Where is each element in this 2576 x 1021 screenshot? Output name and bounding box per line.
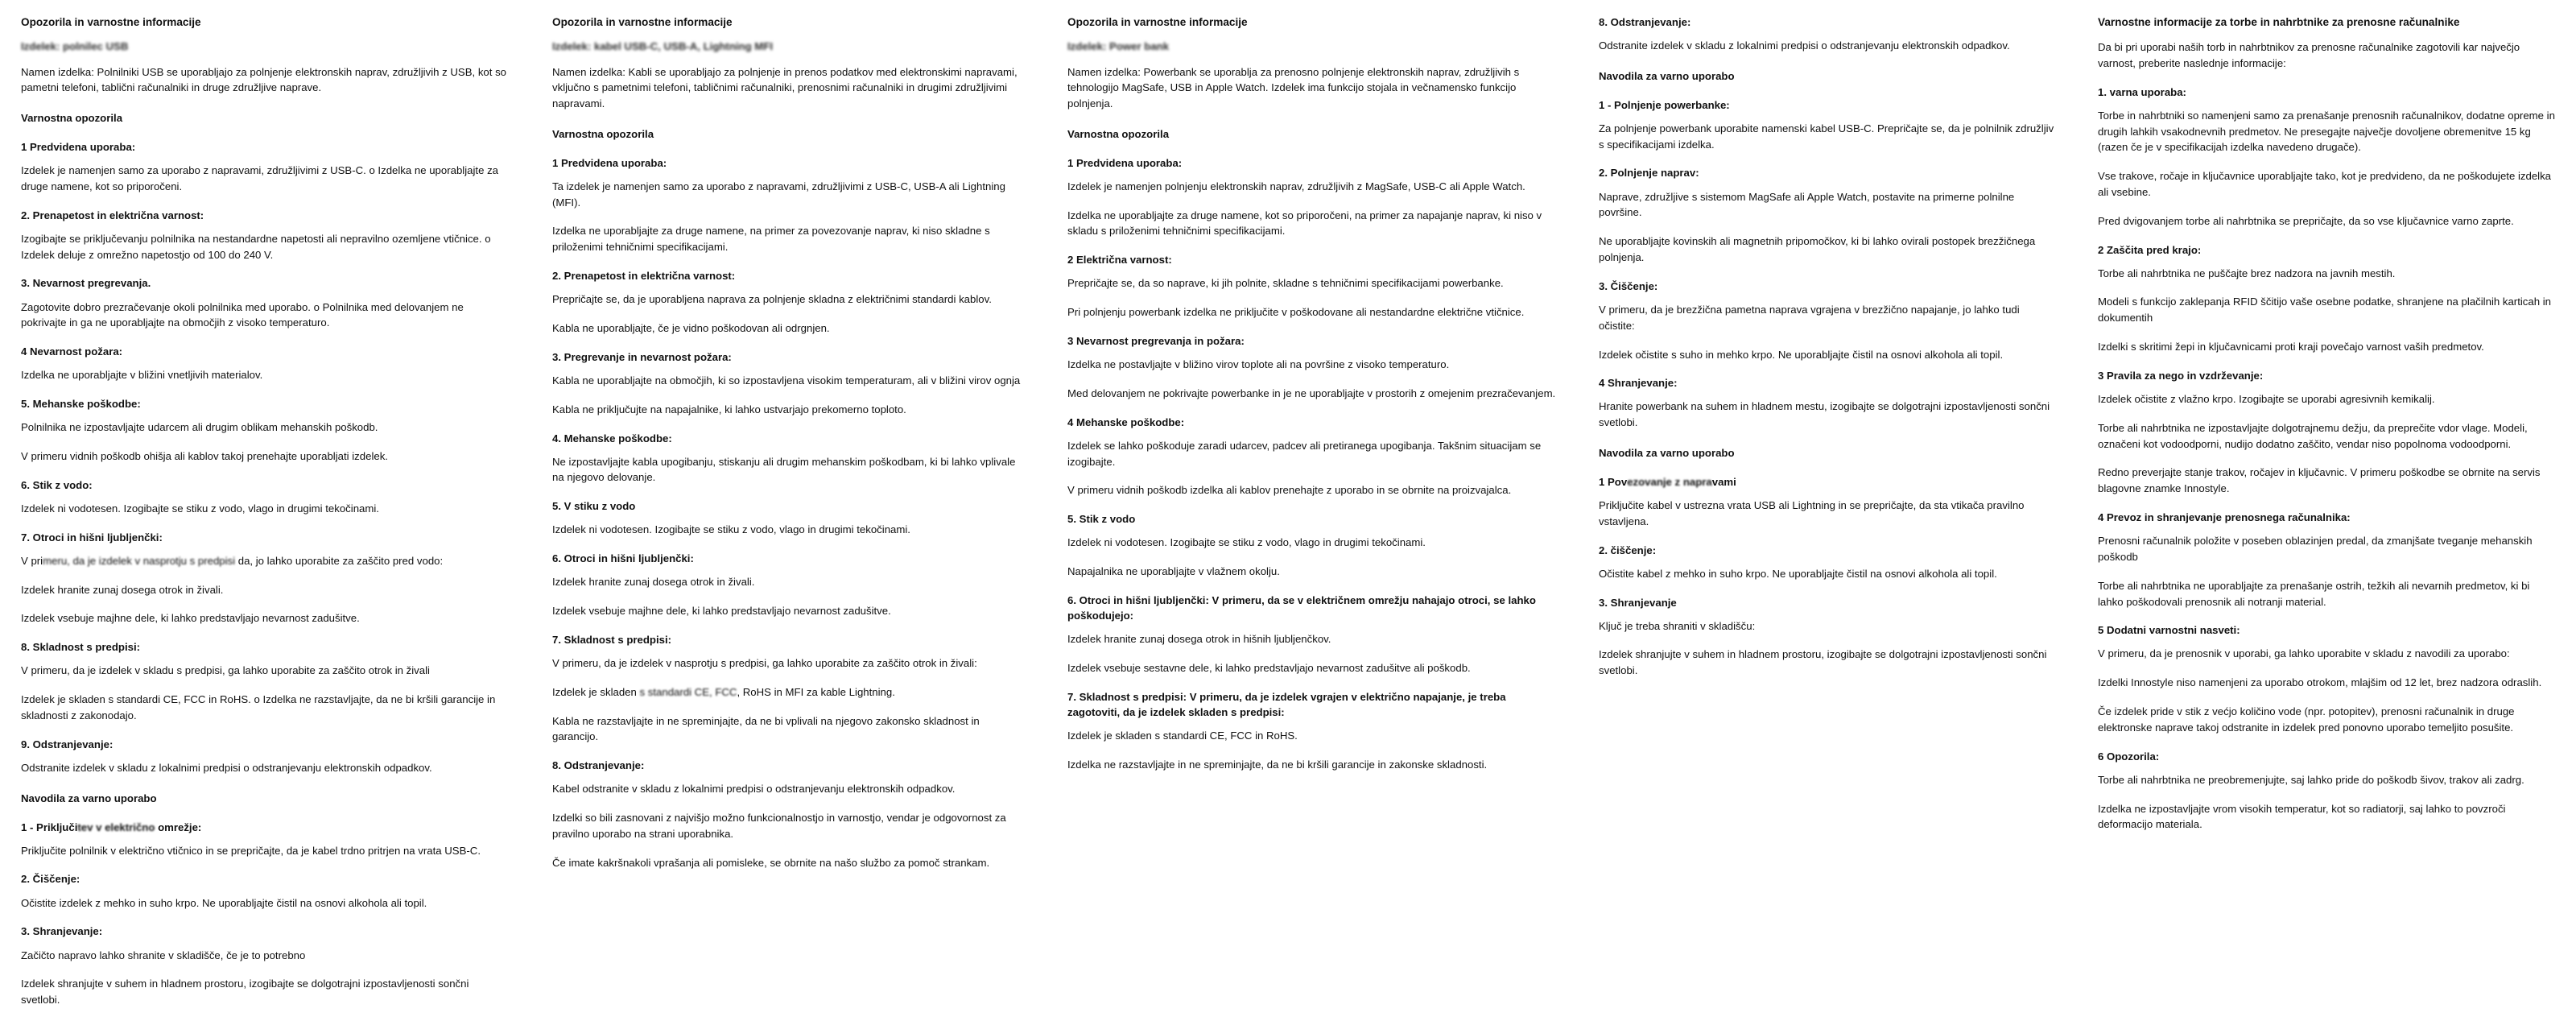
item-heading: 6 Opozorila: [2098, 750, 2160, 763]
item-heading: 2 Električna varnost: [1067, 254, 1172, 267]
paragraph: Kabla ne priključujte na napajalnike, ki lahko ustvarjajo prekomerno toploto. [552, 403, 906, 415]
text-before: Izdelek je skladen [552, 685, 637, 698]
product-subtitle-text: Izdelek: kabel USB-C, USB-A, Lightning MFI [552, 40, 774, 53]
paragraph: Prepričajte se, da so naprave, ki jih polnite, skladne s tehničnimi specifikacijami powerbanke. [1067, 277, 1504, 290]
paragraph: Torbe in nahrbtniki so namenjeni samo za prenašanje prenosnih računalnikov, dodatne opreme in drugih lahkih vsakodnevnih predmetov. Ne presegajte največje dovoljene obremenitve 15 kg (razen če je v specifikacijah izdelka navedeno drugače). [2098, 109, 2555, 154]
paragraph-mixed [21, 553, 510, 569]
section-heading: Varnostna opozorila [552, 127, 654, 140]
paragraph: Izdelka ne izpostavljajte vrom visokih temperatur, kot so radiatorji, saj lahko to povzroči deformacijo materiala. [2098, 802, 2506, 831]
item-heading-mixed [1599, 474, 2056, 490]
paragraph: V primeru, da je prenosnik v uporabi, ga lahko uporabite v skladu z navodili za uporabo: [2098, 647, 2510, 660]
paragraph: Modeli s funkcijo zaklepanja RFID ščitijo vaše osebne podatke, shranjene na plačilnih karticah in dokumentih [2098, 296, 2551, 324]
paragraph: Izdelka ne razstavljajte in ne spreminjajte, da ne bi kršili garancije in zakonske skladnosti. [1067, 758, 1488, 771]
item-heading: 5. V stiku z vodo [552, 500, 636, 513]
item-heading: 4. Mehanske poškodbe: [552, 432, 672, 444]
product-subtitle [1067, 39, 1557, 54]
paragraph: Pred dvigovanjem torbe ali nahrbtnika se prepričajte, da so vse ključavnice varno zaprte. [2098, 214, 2514, 227]
item-heading: 7. Skladnost s predpisi: V primeru, da je izdelek vgrajen v električno napajanje, je treba zagotoviti, da je izdelek skladen s predpisi: [1067, 690, 1506, 718]
paragraph: Izdelek vsebuje majhne dele, ki lahko predstavljajo nevarnost zadušitve. [552, 605, 891, 618]
item-heading: 2. Prenapetost in električna varnost: [21, 209, 204, 221]
item-heading: 4 Nevarnost požara: [21, 345, 123, 358]
item-heading: 2. Prenapetost in električna varnost: [552, 270, 736, 283]
item-heading: 2. čiščenje: [1599, 544, 1657, 556]
paragraph: V primeru vidnih poškodb ohišja ali kablov takoj prenehajte uporabljati izdelek. [21, 449, 388, 462]
paragraph: Izdelka ne uporabljajte za druge namene, kot so priporočeni, na primer za napajanje naprav, ki niso v skladu s priloženimi tehničnimi specifikacijami. [1067, 209, 1542, 238]
item-heading: 5. Stik z vodo [1067, 513, 1136, 526]
paragraph: Izdelki so bili zasnovani z najvišjo možno funkcionalnostjo in varnostjo, vendar je odgovornost za pravilno uporabo na strani uporabnika. [552, 812, 1006, 840]
document-column-2 [531, 14, 1046, 884]
item-heading: 2. Polnjenje naprav: [1599, 167, 1699, 180]
paragraph: Izdelek ni vodotesen. Izogibajte se stiku z vodo, vlago in drugimi tekočinami. [552, 523, 910, 536]
product-subtitle [552, 39, 1026, 54]
item-heading: 1 Predvidena uporaba: [21, 140, 136, 153]
paragraph: Priključite polnilnik v električno vtičnico in se prepričajte, da je kabel trdno pritrjen na vrata USB-C. [21, 844, 481, 857]
paragraph: Prenosni računalnik položite v poseben oblazinjen predal, da zmanjšate tveganje mehanskih poškodb [2098, 535, 2533, 563]
paragraph: Izdelek je namenjen samo za uporabo z napravami, združljivimi z USB-C. o Izdelka ne uporabljajte za druge namene, kot so priporočeni. [21, 164, 498, 192]
paragraph: Vse trakove, ročaje in ključavnice uporabljajte tako, kot je predvideno, da ne poškodujete izdelka ali vsebine. [2098, 170, 2552, 198]
paragraph: Napajalnika ne uporabljajte v vlažnem okolju. [1067, 565, 1280, 578]
paragraph: Izdelek hranite zunaj dosega otrok in živali. [21, 583, 224, 596]
paragraph: Ne izpostavljajte kabla upogibanju, stiskanju ali drugim mehanskim poškodbam, ki bi lahko vplivale na njegovo delovanje. [552, 455, 1016, 484]
paragraph: Izdelek očistite s suho in mehko krpo. Ne uporabljajte čistil na osnovi alkohola ali topil. [1599, 348, 2004, 361]
paragraph: Za polnjenje powerbank uporabite namenski kabel USB-C. Prepričajte se, da je polnilnik združljiv s specifikacijami izdelka. [1599, 122, 2054, 151]
paragraph-mixed [552, 684, 1026, 701]
paragraph: V primeru, da je brezžična pametna naprava vgrajena v brezžično napajanje, jo lahko tudi očistite: [1599, 303, 2020, 332]
paragraph: Prepričajte se, da je uporabljena naprava za polnjenje skladna z električnimi standardi kablov. [552, 293, 992, 306]
paragraph: V primeru, da je izdelek v nasprotju s predpisi, ga lahko uporabite za zaščito otrok in živali: [552, 657, 977, 670]
product-subtitle-text: Izdelek: Power bank [1067, 40, 1170, 53]
item-heading: 3. Nevarnost pregrevanja. [21, 277, 151, 290]
item-heading: 1 - Polnjenje powerbanke: [1599, 98, 1730, 111]
item-heading: 3. Čiščenje: [1599, 279, 1658, 292]
item-heading: 6. Otroci in hišni ljubljenčki: V primeru, da se v električnem omrežju nahajajo otroci, se lahko poškodujejo: [1067, 593, 1536, 622]
paragraph: Ključ je treba shraniti v skladišču: [1599, 619, 1756, 632]
text-after: vami [1711, 475, 1736, 488]
document-column-5 [2077, 14, 2576, 845]
paragraph: Očistite izdelek z mehko in suho krpo. Ne uporabljajte čistil na osnovi alkohola ali topil. [21, 896, 427, 909]
item-heading: 1 Predvidena uporaba: [552, 156, 667, 169]
item-heading: 7. Skladnost s predpisi: [552, 633, 672, 646]
paragraph: Če imate kakršnakoli vprašanja ali pomislekе, se obrnite na našo službo za pomoč strankam. [552, 856, 990, 869]
paragraph: Namen izdelka: Kabli se uporabljajo za polnjenje in prenos podatkov med elektronskimi napravami, vključno s pametnimi telefoni, tabličnimi računalniki, prenosnimi računalniki in drugimi združljivimi napravami. [552, 65, 1018, 110]
section-heading: Varnostna opozorila [1067, 127, 1170, 140]
item-heading: 8. Skladnost s predpisi: [21, 641, 141, 654]
paragraph: Izdelek vsebuje majhne dele, ki lahko predstavljajo nevarnost zadušitve. [21, 612, 360, 625]
item-heading: 3 Pravila za nego in vzdrževanje: [2098, 369, 2264, 382]
paragraph: Izdelek očistite z vlažno krpo. Izogibajte se uporabi agresivnih kemikalij. [2098, 393, 2435, 406]
text-before: 1 Pov [1599, 475, 1628, 488]
paragraph: Kabla ne uporabljajte na območjih, ki so izpostavljena visokim temperaturam, ali v bližini virov ognja [552, 374, 1021, 386]
item-heading: 4 Mehanske poškodbe: [1067, 415, 1185, 428]
paragraph: Namen izdelka: Polnilniki USB se uporabljajo za polnjenje elektronskih naprav, združljivih z USB, kot so pametni telefoni, tablični računalniki in druge združljive naprave. [21, 65, 507, 94]
redacted-text: tev v električno [77, 821, 155, 833]
paragraph: Kabel odstranite v skladu z lokalnimi predpisi o odstranjevanju elektronskih odpadkov. [552, 783, 956, 796]
paragraph: Redno preverjajte stanje trakov, ročajev in ključavnic. V primeru poškodbe se obrnite na servis blagovne znamke Innostyle. [2098, 466, 2541, 495]
paragraph: Izdelek je skladen s standardi CE, FCC in RoHS. o Izdelka ne razstavljajte, da ne bi kršili garancije in skladnosti z zakonodajo. [21, 693, 496, 721]
item-heading: 5 Dodatni varnostni nasveti: [2098, 624, 2240, 637]
paragraph: Pri polnjenju powerbank izdelka ne priključite v poškodovane ali nestandardne električne vtičnice. [1067, 306, 1525, 319]
paragraph: Izdelek je skladen s standardi CE, FCC in RoHS. [1067, 730, 1298, 742]
paragraph: Priključite kabel v ustrezna vrata USB ali Lightning in se prepričajte, da sta vtikača pravilno vstavljena. [1599, 499, 2025, 527]
section-heading: Navodila za varno uporabo [21, 792, 157, 804]
document-column-4 [1578, 14, 2077, 692]
paragraph: Izdelek ni vodotesen. Izogibajte se stiku z vodo, vlago in drugimi tekočinami. [1067, 536, 1426, 549]
section-heading: Navodila za varno uporabo [1599, 69, 1735, 82]
item-heading: 6. Otroci in hišni ljubljenčki: [552, 552, 694, 565]
paragraph: Kabla ne razstavljajte in ne spreminjajte, da ne bi vplivali na njegovo zakonsko skladnost in garancijo. [552, 714, 980, 743]
paragraph: Če izdelek pride v stik z većjo količino vode (npr. potopitev), prenosni računalnik in druge elektronske naprave takoj odstranite in izdelek pred ponovno uporabo temeljito posušite. [2098, 705, 2515, 734]
section-heading: Varnostna opozorila [21, 112, 123, 125]
paragraph: Ta izdelek je namenjen samo za uporabo z napravami, združljivimi z USB-C, USB-A ali Lightning (MFI). [552, 180, 1005, 209]
paragraph: Kabla ne uporabljajte, če je vidno poškodovan ali odrgnjen. [552, 321, 830, 334]
product-subtitle [21, 39, 510, 54]
redacted-text: ezovanje z napra [1627, 475, 1712, 488]
page-title: Opozorila in varnostne informacije [1067, 16, 1248, 28]
item-heading: 8. Odstranjevanje: [552, 759, 645, 772]
paragraph: Med delovanjem ne pokrivajte powerbanke in je ne uporabljajte v prostorih z omejenim prezračevanjem. [1067, 386, 1556, 399]
paragraph: Izdelki Innostyle niso namenjeni za uporabo otrokom, mlajšim od 12 let, brez nadzora odraslih. [2098, 676, 2542, 689]
paragraph: Polnilnika ne izpostavljajte udarcem ali drugim oblikam mehanskih poškodb. [21, 421, 378, 434]
item-heading: 3. Shranjevanje [1599, 596, 1677, 609]
item-heading: 3. Pregrevanje in nevarnost požara: [552, 350, 732, 363]
item-heading: 5. Mehanske poškodbe: [21, 398, 141, 411]
paragraph: Torbe ali nahrbtnika ne uporabljajte za prenašanje ostrih, težkih ali nevarnih predmetov, ki bi lahko poškodovali prenosnik ali notranji material. [2098, 579, 2530, 608]
item-heading: 3 Nevarnost pregrevanja in požara: [1067, 334, 1245, 347]
section-heading: Navodila za varno uporabo [1599, 447, 1735, 460]
item-heading: 2 Zaščita pred krajo: [2098, 243, 2202, 256]
text-before: 1 - Priključi [21, 821, 78, 833]
paragraph: Izogibajte se priključevanju polnilnika na nestandardne napetosti ali nepravilno ozemljene vtičnice. o Izdelek deluje z omrežno napetostjo od 100 do 240 V. [21, 232, 491, 261]
item-heading: 3. Shranjevanje: [21, 925, 103, 938]
paragraph: V primeru vidnih poškodb izdelka ali kablov prenehajte z uporabo in se obrnite na proizvajalca. [1067, 484, 1512, 497]
document-column-3 [1046, 14, 1578, 786]
paragraph: Izdelek shranjujte v suhem in hladnem prostoru, izogibajte se dolgotrajni izpostavljenosti sončni svetlobi. [21, 978, 469, 1007]
paragraph: Torbe ali nahrbtnika ne puščajte brez nadzora na javnih mestih. [2098, 267, 2396, 279]
paragraph: Izdelek hranite zunaj dosega otrok in živali. [552, 576, 755, 589]
paragraph: Izdelka ne uporabljajte za druge namene, na primer za povezovanje naprav, ki niso skladne s priloženimi tehničnimi specifikacijami. [552, 225, 990, 254]
item-heading: 8. Odstranjevanje: [1599, 16, 1691, 28]
paragraph: Odstranite izdelek v skladu z lokalnimi predpisi o odstranjevanju elektronskih odpadkov. [21, 761, 432, 774]
paragraph: Hranite powerbank na suhem in hladnem mestu, izogibajte se dolgotrajni izpostavljenosti sončni svetlobi. [1599, 400, 2050, 429]
paragraph: V primeru, da je izdelek v skladu s predpisi, ga lahko uporabite za zaščito otrok in živali [21, 664, 430, 677]
paragraph: Izdelek vsebuje sestavne dele, ki lahko predstavljajo nevarnost zadušitve ali poškodb. [1067, 662, 1471, 675]
item-heading: 2. Čiščenje: [21, 873, 80, 886]
redacted-text: s standardi CE, FCC [636, 685, 737, 698]
text-before: V pri [21, 554, 43, 567]
text-after: da, jo lahko uporabite za zaščito pred vodo: [235, 554, 444, 567]
item-heading: 7. Otroci in hišni ljubljenčki: [21, 531, 163, 544]
item-heading: 6. Stik z vodo: [21, 478, 93, 491]
paragraph: Ne uporabljajte kovinskih ali magnetnih pripomočkov, ki bi lahko ovirali postopek brezžičnega polnjenja. [1599, 235, 2036, 263]
paragraph: Izdelka ne postavljajte v bližino virov toplote ali na površine z visoko temperaturo. [1067, 358, 1450, 371]
paragraph: Izdelek ni vodotesen. Izogibajte se stiku z vodo, vlago in drugimi tekočinami. [21, 502, 379, 515]
paragraph: Izdelek se lahko poškoduje zaradi udarcev, padcev ali pretiranega upogibanja. Takšnim situacijam se izogibajte. [1067, 439, 1542, 468]
redacted-text: meru, da je izdelek v nasprotju s predpisi [43, 554, 236, 567]
paragraph: Izdelka ne uporabljajte v bližini vnetljivih materialov. [21, 369, 263, 382]
paragraph: Očistite kabel z mehko in suho krpo. Ne uporabljajte čistil na osnovi alkohola ali topil. [1599, 567, 1997, 580]
paragraph: Začičto napravo lahko shranite v skladišče, če je to potrebno [21, 949, 306, 961]
page-title: Opozorila in varnostne informacije [552, 16, 733, 28]
page-title: Varnostne informacije za torbe in nahrbtnike za prenosne računalnike [2098, 16, 2460, 28]
text-after: omrežje: [155, 821, 202, 833]
paragraph: Zagotovite dobro prezračevanje okoli polnilnika med uporabo. o Polnilnika med delovanjem ne pokrivajte in ga ne uporabljajte na območjih z visoko temperaturo. [21, 300, 464, 329]
paragraph: Izdelek je namenjen polnjenju elektronskih naprav, združljivih z MagSafe, USB-C ali Apple Watch. [1067, 180, 1525, 192]
paragraph: Namen izdelka: Powerbank se uporablja za prenosno polnjenje elektronskih naprav, združljivih s tehnologijo MagSafe, USB in Apple Watch. Izdelek ima funkcijo stojala in večnamensko funkcijo polnjenja. [1067, 65, 1520, 110]
paragraph: Torbe ali nahrbtnika ne izpostavljajte dolgotrajnemu dežju, da preprečite vdor vlage. Modeli, označeni kot vodoodporni, nudijo dodatno zaščito, vendar niso popolnoma vodoodporni. [2098, 421, 2528, 450]
item-heading-mixed [21, 820, 510, 835]
paragraph: Torbe ali nahrbtnika ne preobremenjujte, saj lahko pride do poškodb šivov, trakov ali zadrg. [2098, 773, 2524, 786]
item-heading: 9. Odstranjevanje: [21, 738, 114, 750]
document-column-1 [0, 14, 531, 1021]
item-heading: 4 Prevoz in shranjevanje prenosnega računalnika: [2098, 511, 2351, 523]
paragraph: Izdelek hranite zunaj dosega otrok in hišnih ljubljenčkov. [1067, 633, 1331, 646]
paragraph: Izdelek shranjujte v suhem in hladnem prostoru, izogibajte se dolgotrajni izpostavljenosti sončni svetlobi. [1599, 648, 2047, 677]
product-subtitle-text: Izdelek: polnilec USB [21, 40, 129, 53]
paragraph: Izdelki s skritimi žepi in ključavnicami proti kraji povečajo varnost vaših predmetov. [2098, 341, 2484, 353]
item-heading: 4 Shranjevanje: [1599, 377, 1678, 390]
paragraph: Naprave, združljive s sistemom MagSafe ali Apple Watch, postavite na primerne polnilne površine. [1599, 190, 2015, 219]
page-title: Opozorila in varnostne informacije [21, 16, 201, 28]
paragraph: Odstranite izdelek v skladu z lokalnimi predpisi o odstranjevanju elektronskih odpadkov. [1599, 39, 2010, 52]
paragraph: Da bi pri uporabi naših torb in nahrbtnikov za prenosne računalnike zagotovili kar največjo varnost, preberite naslednje informacije: [2098, 41, 2520, 69]
item-heading: 1 Predvidena uporaba: [1067, 156, 1183, 169]
text-after: , RoHS in MFI za kable Lightning. [737, 685, 895, 698]
item-heading: 1. varna uporaba: [2098, 85, 2186, 98]
